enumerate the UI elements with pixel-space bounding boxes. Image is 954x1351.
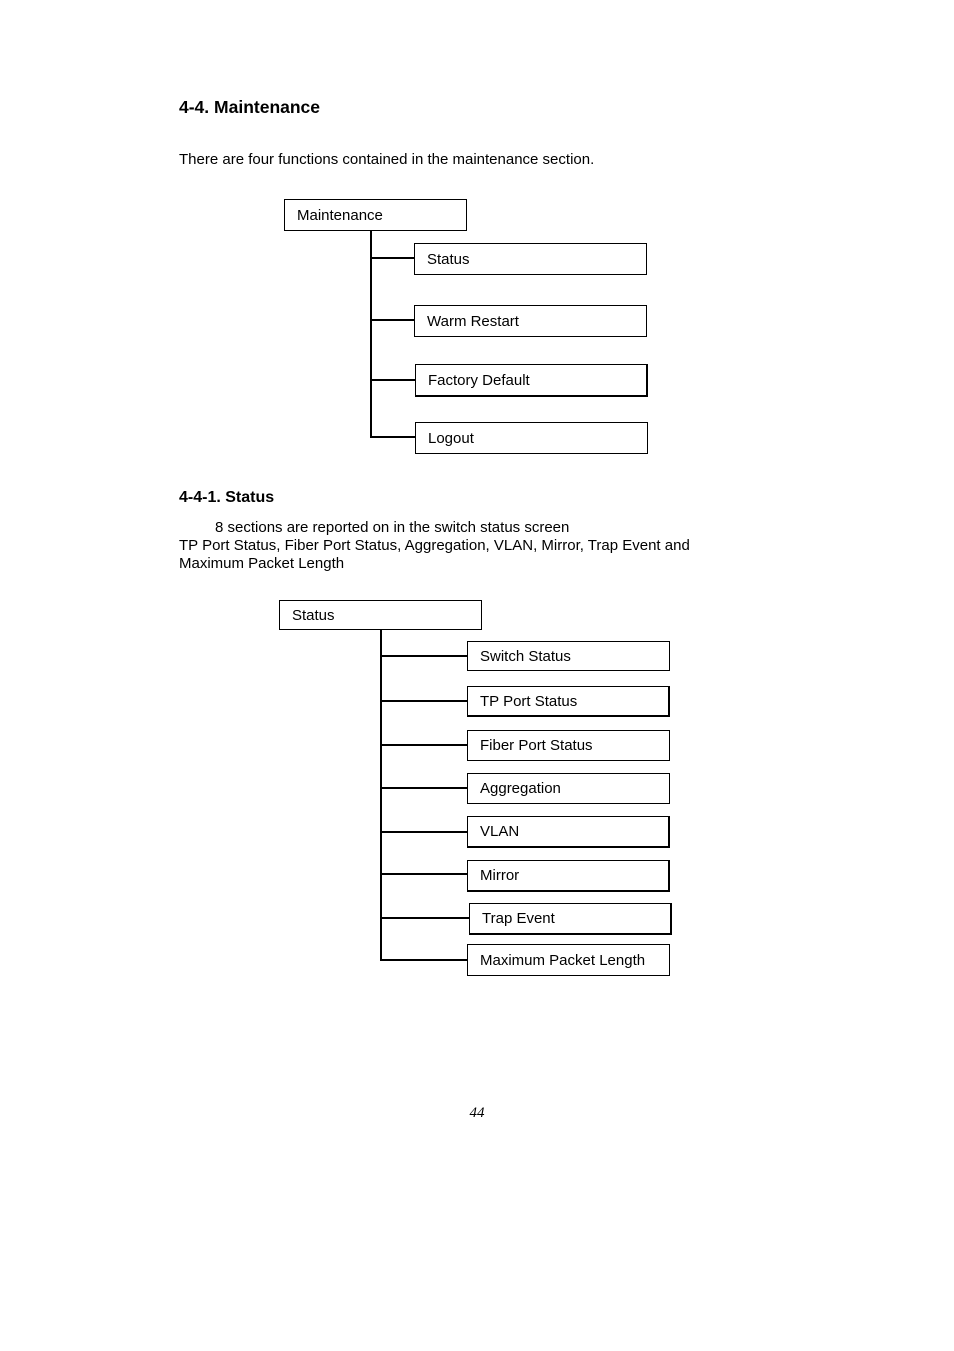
- tree-node-factory-default: Factory Default: [415, 364, 648, 397]
- tree-branch-line: [380, 787, 467, 789]
- tree-branch-line: [382, 917, 469, 919]
- tree-branch-line: [380, 700, 467, 702]
- tree-branch-line: [380, 959, 467, 961]
- tree-node-aggregation: Aggregation: [467, 773, 670, 804]
- tree-root-maintenance: Maintenance: [284, 199, 467, 231]
- tree-branch-line: [370, 379, 415, 381]
- tree-branch-line: [380, 873, 467, 875]
- tree-trunk-line: [370, 231, 372, 438]
- tree-branch-line: [380, 744, 467, 746]
- section-heading: 4-4. Maintenance: [179, 97, 321, 117]
- tree-branch-line: [380, 655, 467, 657]
- tree-node-status: Status: [414, 243, 647, 275]
- tree-node-vlan: VLAN: [467, 816, 670, 848]
- tree-node-maximum-packet-length: Maximum Packet Length: [467, 944, 670, 976]
- tree-node-trap-event: Trap Event: [469, 903, 672, 935]
- tree-branch-line: [370, 257, 414, 259]
- tree-node-switch-status: Switch Status: [467, 641, 670, 671]
- subsection-line-2: TP Port Status, Fiber Port Status, Aggregation, VLAN, Mirror, Trap Event and: [179, 537, 690, 554]
- page-number: 44: [469, 1105, 485, 1121]
- subsection-heading: 4-4-1. Status: [179, 489, 275, 506]
- tree-branch-line: [380, 831, 467, 833]
- tree-branch-line: [370, 319, 414, 321]
- subsection-line-1: 8 sections are reported on in the switch status screen: [215, 519, 570, 536]
- tree-trunk-line: [380, 630, 382, 961]
- tree-node-tp-port-status: TP Port Status: [467, 686, 670, 717]
- tree-root-status: Status: [279, 600, 482, 630]
- subsection-line-3: Maximum Packet Length: [179, 555, 345, 572]
- tree-node-warm-restart: Warm Restart: [414, 305, 647, 337]
- tree-node-fiber-port-status: Fiber Port Status: [467, 730, 670, 761]
- tree-node-logout: Logout: [415, 422, 648, 454]
- tree-node-mirror: Mirror: [467, 860, 670, 892]
- tree-branch-line: [370, 436, 415, 438]
- section-intro: There are four functions contained in the maintenance section.: [179, 151, 595, 168]
